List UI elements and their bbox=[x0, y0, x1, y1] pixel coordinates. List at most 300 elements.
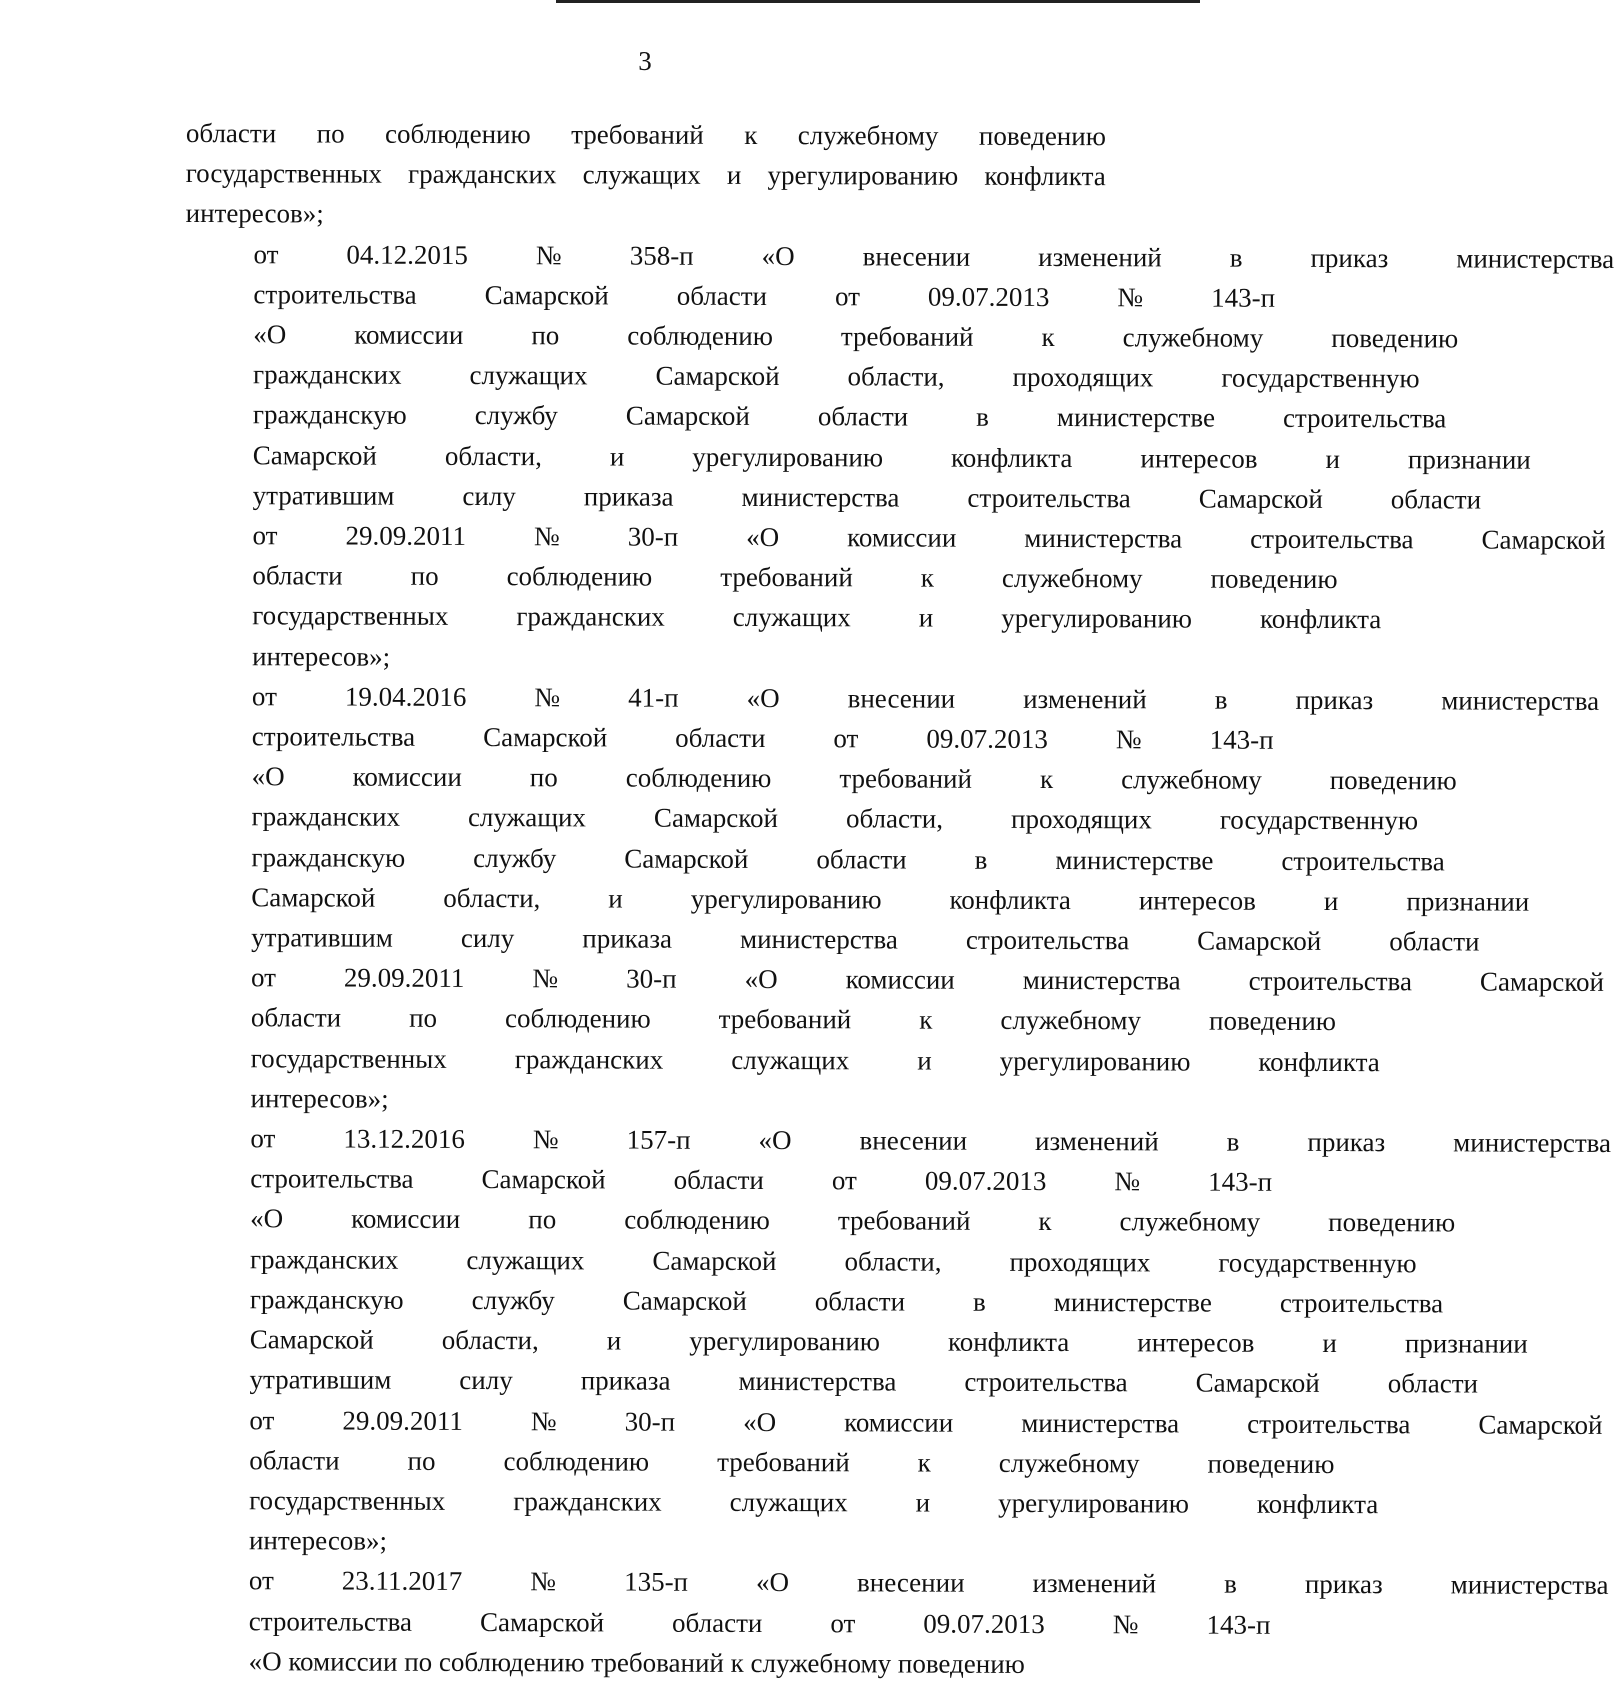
word: государственную bbox=[1219, 805, 1419, 836]
word: служащих bbox=[582, 159, 701, 190]
word: соблюдению bbox=[385, 118, 531, 150]
word: области bbox=[252, 560, 343, 591]
word: гражданских bbox=[408, 158, 557, 190]
word: 29.09.2011 bbox=[343, 962, 465, 994]
word: к bbox=[1039, 764, 1054, 795]
top-border-line bbox=[556, 0, 1200, 3]
word: и bbox=[609, 441, 625, 472]
word: в bbox=[973, 1286, 986, 1317]
word: 143-п bbox=[1211, 282, 1276, 313]
word: 13.12.2016 bbox=[343, 1123, 465, 1155]
word: министерства bbox=[1022, 965, 1181, 996]
word: № bbox=[1114, 1166, 1141, 1197]
word: и bbox=[1323, 885, 1339, 916]
word: Самарской bbox=[1479, 966, 1605, 998]
word: 09.07.2013 bbox=[923, 1608, 1045, 1639]
word: поведению bbox=[1328, 1207, 1456, 1238]
word: от bbox=[833, 723, 859, 754]
word: служебному bbox=[1001, 563, 1143, 594]
text-line bbox=[182, 1078, 1102, 1121]
word: внесении bbox=[859, 1125, 968, 1156]
word: проходящих bbox=[1012, 362, 1154, 393]
word: урегулированию bbox=[692, 441, 884, 473]
word: Самарской bbox=[483, 722, 608, 753]
word: требований bbox=[591, 1647, 724, 1678]
word: от bbox=[831, 1165, 857, 1196]
word: утратившим bbox=[251, 922, 393, 953]
document-paragraph bbox=[181, 1560, 1609, 1684]
word: по bbox=[404, 1646, 433, 1677]
word: министерства bbox=[1456, 243, 1615, 274]
word: гражданских bbox=[253, 359, 402, 390]
word: гражданских bbox=[249, 1243, 399, 1275]
word: по bbox=[407, 1445, 436, 1476]
text-line bbox=[185, 314, 1459, 357]
word: государственных bbox=[250, 1042, 447, 1074]
word: строительства bbox=[1250, 523, 1414, 555]
word: строительства bbox=[248, 1605, 413, 1637]
text-line bbox=[182, 1239, 1417, 1282]
word: силу bbox=[460, 923, 515, 954]
word: требований bbox=[840, 321, 974, 352]
word: к bbox=[1038, 1206, 1052, 1237]
word: урегулированию bbox=[998, 1487, 1189, 1519]
word: Самарской bbox=[652, 1245, 777, 1276]
word: служащих bbox=[731, 1044, 850, 1075]
text-line bbox=[184, 595, 1382, 638]
word: утратившим bbox=[252, 480, 395, 511]
word: области bbox=[185, 117, 277, 149]
word: проходящих bbox=[1010, 804, 1152, 835]
word: 358-п bbox=[629, 240, 694, 271]
word: приказа bbox=[580, 1365, 671, 1396]
word: от bbox=[250, 1123, 276, 1154]
word: в bbox=[1229, 242, 1243, 273]
word: 09.07.2013 bbox=[927, 281, 1050, 312]
word: Самарской bbox=[624, 843, 749, 874]
word: министерства bbox=[738, 1366, 897, 1397]
text-line bbox=[185, 234, 1615, 277]
text-line bbox=[182, 1118, 1612, 1161]
word: области bbox=[817, 401, 909, 432]
word: внесении bbox=[847, 683, 956, 714]
word: области bbox=[672, 1607, 763, 1638]
word: по bbox=[410, 561, 439, 592]
word: 23.11.2017 bbox=[341, 1565, 463, 1597]
word: признании bbox=[1406, 886, 1530, 917]
word: строительства bbox=[964, 1367, 1128, 1398]
word: интересов»; bbox=[252, 640, 391, 672]
word: силу bbox=[462, 480, 516, 511]
word: служебному bbox=[797, 120, 939, 151]
word: конфликта bbox=[984, 160, 1106, 192]
word: интересов bbox=[1137, 1327, 1255, 1358]
word: 157-п bbox=[626, 1124, 691, 1155]
word: от bbox=[249, 1404, 275, 1435]
text-line bbox=[183, 877, 1530, 920]
word: области, bbox=[845, 803, 944, 835]
word: области, bbox=[441, 1324, 539, 1356]
word: в bbox=[974, 844, 988, 875]
word: соблюдению bbox=[627, 320, 773, 352]
word: области bbox=[1390, 484, 1482, 515]
word: требований bbox=[571, 119, 704, 150]
word: служебному bbox=[1121, 764, 1262, 796]
word: строительства bbox=[965, 924, 1130, 956]
word: служащих bbox=[729, 1486, 848, 1518]
word: государственных bbox=[185, 158, 382, 189]
text-line bbox=[186, 113, 1106, 156]
word: приказа bbox=[583, 481, 674, 512]
word: конфликта bbox=[949, 884, 1071, 915]
word: к bbox=[730, 1647, 744, 1678]
text-line bbox=[182, 1279, 1444, 1322]
word: гражданскую bbox=[251, 841, 406, 873]
word: комиссии bbox=[845, 964, 955, 995]
word: государственных bbox=[249, 1485, 446, 1516]
word: области bbox=[816, 843, 907, 875]
word: служебному bbox=[1000, 1005, 1142, 1036]
word: № bbox=[1112, 1608, 1139, 1639]
text-line bbox=[182, 1158, 1273, 1201]
word: 19.04.2016 bbox=[344, 681, 467, 712]
word: области, bbox=[844, 1245, 942, 1277]
word: № bbox=[1115, 724, 1142, 755]
word: от bbox=[252, 520, 278, 551]
word: и bbox=[606, 1325, 622, 1356]
text-line bbox=[181, 1520, 1101, 1563]
word: служебному bbox=[1122, 322, 1264, 353]
word: государственную bbox=[1221, 362, 1420, 394]
word: требований bbox=[718, 1004, 852, 1035]
word: изменений bbox=[1035, 1126, 1159, 1157]
word: по bbox=[409, 1003, 438, 1034]
word: к bbox=[917, 1447, 931, 1478]
word: области bbox=[676, 280, 768, 311]
word: министерстве bbox=[1055, 844, 1214, 876]
word: изменений bbox=[1023, 683, 1147, 715]
text-line bbox=[185, 435, 1531, 478]
text-line bbox=[182, 1359, 1479, 1402]
word: 30-п bbox=[624, 1406, 676, 1437]
word: «О bbox=[746, 521, 780, 553]
word: строительства bbox=[251, 721, 416, 752]
word: поведению bbox=[1329, 765, 1457, 796]
word: проходящих bbox=[1009, 1246, 1151, 1278]
text-line bbox=[183, 957, 1605, 1000]
word: в bbox=[1214, 684, 1228, 715]
word: «О bbox=[746, 682, 780, 713]
text-line bbox=[181, 1601, 1271, 1644]
text-line bbox=[183, 837, 1445, 880]
word: Самарской bbox=[1195, 1367, 1320, 1399]
word: соблюдению bbox=[625, 762, 772, 794]
document-body bbox=[181, 113, 1615, 1684]
word: гражданских bbox=[251, 801, 401, 833]
word: Самарской bbox=[251, 882, 376, 913]
word: комиссии bbox=[351, 1204, 461, 1235]
word: 09.07.2013 bbox=[924, 1165, 1047, 1197]
text-line bbox=[184, 636, 1104, 679]
word: гражданских bbox=[516, 601, 665, 633]
word: требований bbox=[717, 1446, 850, 1478]
text-line bbox=[184, 515, 1606, 558]
word: «О bbox=[251, 761, 285, 792]
word: министерства bbox=[1021, 1407, 1180, 1438]
word: и bbox=[726, 160, 742, 191]
word: гражданских bbox=[513, 1486, 662, 1517]
word: к bbox=[919, 1005, 933, 1036]
word: интересов»; bbox=[250, 1083, 389, 1114]
word: области bbox=[249, 1444, 340, 1476]
word: области, bbox=[444, 440, 542, 471]
word: по bbox=[529, 762, 558, 793]
word: области bbox=[814, 1286, 906, 1317]
word: 143-п bbox=[1209, 724, 1274, 755]
word: по bbox=[531, 320, 560, 351]
word: служащих bbox=[732, 602, 851, 633]
word: области bbox=[675, 722, 766, 754]
text-line bbox=[183, 917, 1480, 960]
word: изменений bbox=[1032, 1568, 1157, 1599]
word: от bbox=[830, 1607, 856, 1638]
word: Самарской bbox=[625, 400, 750, 432]
word: силу bbox=[459, 1365, 513, 1396]
word: области bbox=[673, 1164, 764, 1196]
word: 143-п bbox=[1208, 1166, 1273, 1198]
word: гражданскую bbox=[252, 399, 407, 431]
word: № bbox=[530, 1405, 557, 1436]
word: поведению bbox=[1208, 1006, 1337, 1037]
word: конфликта bbox=[1258, 1046, 1380, 1077]
page-number: 3 bbox=[638, 46, 652, 76]
word: «О bbox=[250, 1203, 284, 1234]
word: по bbox=[528, 1204, 557, 1235]
word: «О bbox=[761, 240, 795, 271]
word: Самарской bbox=[481, 1164, 606, 1195]
word: урегулированию bbox=[689, 1325, 881, 1357]
word: конфликта bbox=[1259, 604, 1382, 635]
word: области, bbox=[443, 882, 541, 914]
word: к bbox=[920, 562, 934, 593]
word: Самарской bbox=[252, 439, 377, 471]
word: министерства bbox=[741, 481, 900, 513]
word: урегулированию bbox=[767, 160, 959, 191]
word: служебному bbox=[1119, 1206, 1261, 1238]
word: Самарской bbox=[1478, 1409, 1603, 1440]
word: служащих bbox=[467, 802, 587, 833]
word: соблюдению bbox=[506, 561, 653, 592]
word: строительства bbox=[1247, 1408, 1411, 1439]
word: «О bbox=[758, 1125, 792, 1156]
text-line bbox=[186, 193, 1106, 236]
word: министерства bbox=[1453, 1127, 1612, 1159]
word: приказа bbox=[582, 923, 673, 954]
word: министерстве bbox=[1056, 402, 1216, 434]
word: интересов bbox=[1138, 885, 1256, 916]
word: урегулированию bbox=[690, 883, 882, 915]
word: министерстве bbox=[1053, 1286, 1212, 1318]
document-paragraph bbox=[182, 676, 1605, 1121]
word: к bbox=[744, 119, 758, 150]
word: «О bbox=[743, 1406, 777, 1437]
word: 04.12.2015 bbox=[346, 239, 469, 270]
word: области bbox=[250, 1002, 342, 1034]
word: гражданскую bbox=[249, 1284, 404, 1315]
word: от bbox=[248, 1565, 274, 1596]
word: внесении bbox=[862, 240, 971, 272]
word: интересов bbox=[1140, 442, 1258, 474]
text-line bbox=[181, 1399, 1603, 1442]
word: урегулированию bbox=[999, 1045, 1191, 1077]
word: требований bbox=[837, 1205, 971, 1237]
word: в bbox=[1224, 1568, 1237, 1599]
word: интересов»; bbox=[248, 1525, 388, 1556]
word: службу bbox=[474, 400, 558, 431]
text-line bbox=[184, 676, 1600, 719]
document-paragraph bbox=[181, 1118, 1612, 1563]
word: комиссии bbox=[288, 1646, 398, 1677]
word: и bbox=[1325, 443, 1340, 474]
word: № bbox=[535, 239, 562, 270]
word: 135-п bbox=[624, 1566, 689, 1598]
word: к bbox=[1041, 322, 1055, 353]
word: в bbox=[1226, 1126, 1240, 1157]
word: государственных bbox=[252, 600, 449, 632]
word: 143-п bbox=[1206, 1609, 1271, 1640]
word: 29.09.2011 bbox=[345, 520, 467, 552]
word: Самарской bbox=[1197, 925, 1322, 957]
text-line bbox=[183, 1038, 1380, 1081]
word: министерства bbox=[1024, 522, 1183, 554]
text-line bbox=[184, 716, 1274, 759]
word: № bbox=[533, 521, 560, 552]
word: в bbox=[976, 402, 989, 433]
word: Самарской bbox=[484, 279, 609, 311]
word: Самарской bbox=[653, 803, 779, 834]
word: конфликта bbox=[947, 1326, 1070, 1358]
document-paragraph bbox=[186, 113, 1106, 237]
word: строительства bbox=[253, 279, 417, 310]
text-line bbox=[183, 796, 1419, 839]
text-line bbox=[186, 153, 1106, 196]
text-line bbox=[183, 997, 1337, 1040]
word: признании bbox=[1404, 1328, 1528, 1359]
word: интересов»; bbox=[185, 198, 324, 229]
word: требований bbox=[839, 763, 973, 794]
word: строительства bbox=[967, 482, 1131, 514]
word: от bbox=[250, 962, 276, 993]
word: служебному bbox=[998, 1447, 1140, 1479]
word: поведению bbox=[897, 1648, 1025, 1679]
word: служащих bbox=[469, 360, 588, 391]
word: комиссии bbox=[352, 761, 462, 793]
word: от bbox=[834, 281, 860, 312]
word: службу bbox=[473, 842, 557, 873]
word: и bbox=[1322, 1328, 1337, 1359]
word: № bbox=[530, 1566, 557, 1597]
word: № bbox=[1117, 282, 1144, 313]
word: поведению bbox=[1331, 323, 1459, 354]
word: урегулированию bbox=[1001, 603, 1193, 634]
text-line bbox=[184, 555, 1338, 598]
word: строительства bbox=[250, 1163, 414, 1195]
word: «О bbox=[744, 964, 778, 995]
word: служебному bbox=[750, 1647, 892, 1679]
text-line bbox=[181, 1641, 1101, 1684]
word: 41-п bbox=[628, 682, 679, 713]
document-paragraph bbox=[184, 234, 1615, 679]
word: соблюдению bbox=[503, 1445, 650, 1477]
word: поведению bbox=[1210, 563, 1338, 595]
word: Самарской bbox=[1481, 524, 1606, 555]
word: министерства bbox=[739, 924, 898, 955]
word: № bbox=[532, 1124, 559, 1155]
word: поведению bbox=[978, 120, 1106, 152]
word: области bbox=[1389, 926, 1480, 957]
text-line bbox=[182, 1198, 1456, 1241]
word: утратившим bbox=[249, 1364, 392, 1396]
text-line bbox=[185, 394, 1447, 437]
word: Самарской bbox=[1198, 483, 1323, 514]
word: соблюдению bbox=[505, 1003, 651, 1035]
word: приказ bbox=[1307, 1126, 1386, 1158]
text-line bbox=[185, 475, 1482, 518]
word: строительства bbox=[1282, 403, 1447, 434]
word: строительства bbox=[1279, 1287, 1444, 1319]
word: 30-п bbox=[627, 521, 679, 552]
word: 09.07.2013 bbox=[926, 723, 1048, 755]
text-line bbox=[181, 1440, 1335, 1483]
word: 30-п bbox=[626, 963, 677, 994]
word: соблюдению bbox=[438, 1646, 585, 1678]
word: поведению bbox=[1207, 1448, 1335, 1479]
word: комиссии bbox=[847, 522, 957, 553]
word: Самарской bbox=[249, 1324, 374, 1355]
word: строительства bbox=[1248, 965, 1413, 997]
text-line bbox=[182, 1319, 1528, 1362]
text-line bbox=[181, 1480, 1379, 1523]
word: министерства bbox=[1450, 1569, 1609, 1601]
word: комиссии bbox=[354, 319, 464, 350]
word: комиссии bbox=[844, 1406, 954, 1438]
word: конфликта bbox=[1256, 1488, 1379, 1520]
word: от bbox=[251, 681, 277, 712]
word: гражданских bbox=[514, 1043, 664, 1075]
word: «О bbox=[248, 1645, 282, 1677]
word: служащих bbox=[466, 1244, 585, 1276]
word: № bbox=[532, 963, 559, 994]
word: министерства bbox=[1441, 685, 1600, 716]
word: приказ bbox=[1304, 1569, 1383, 1600]
text-line bbox=[185, 274, 1276, 317]
word: области bbox=[1387, 1368, 1479, 1399]
word: строительства bbox=[1281, 845, 1445, 877]
word: по bbox=[316, 118, 345, 149]
text-line bbox=[184, 756, 1457, 799]
word: и bbox=[918, 602, 934, 634]
word: № bbox=[534, 682, 561, 713]
text-line bbox=[185, 354, 1420, 397]
word: 29.09.2011 bbox=[342, 1405, 463, 1436]
word: от bbox=[253, 238, 279, 269]
word: приказ bbox=[1295, 684, 1374, 715]
word: требований bbox=[720, 562, 853, 593]
word: Самарской bbox=[622, 1285, 747, 1316]
word: внесении bbox=[856, 1567, 965, 1599]
word: государственную bbox=[1218, 1247, 1417, 1278]
text-line bbox=[181, 1560, 1609, 1603]
